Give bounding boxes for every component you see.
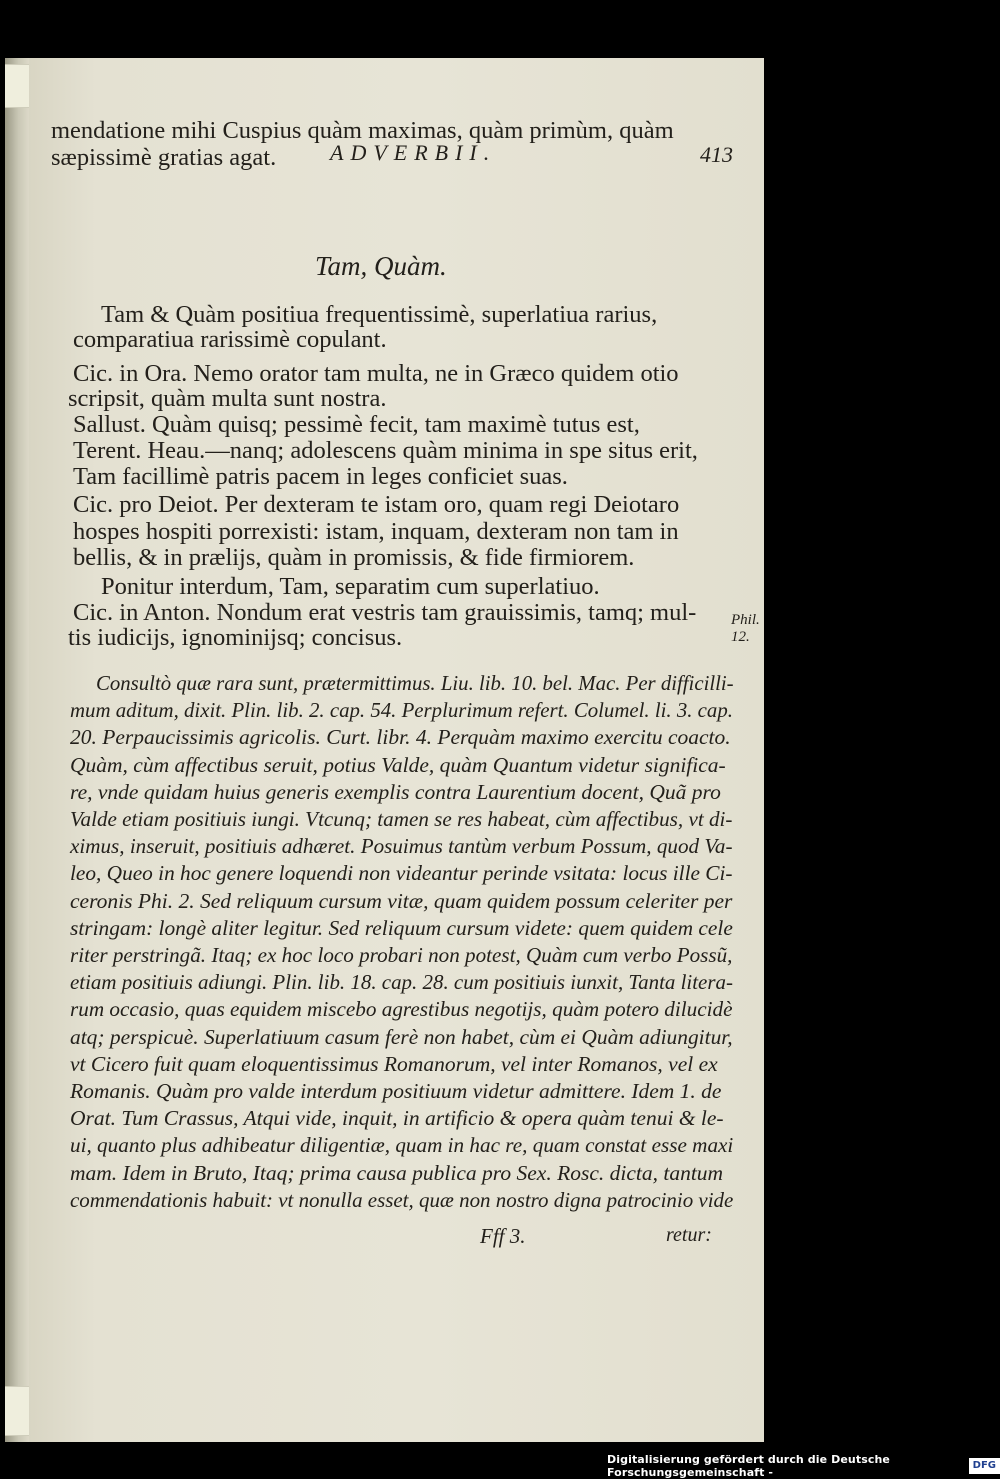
footer-text: Digitalisierung gefördert durch die Deutsche Forschungsgemeinschaft -	[607, 1453, 890, 1479]
book-page	[5, 58, 764, 1442]
text-line: sæpissimè gratias agat.	[51, 144, 277, 171]
italic-line: vt Cicero fuit quam eloquentissimus Romanorum, vel inter Romanos, vel ex	[70, 1052, 718, 1076]
text-line: Terent. Heau.—nanq; adolescens quàm minima in spe situs erit,	[73, 437, 698, 464]
text-line: Cic. in Anton. Nondum erat vestris tam grauissimis, tamq; mul-	[73, 599, 697, 626]
italic-line: commendationis habuit: vt nonulla esset, quæ non nostro digna patrocinio vide	[70, 1188, 734, 1212]
text-line: mendatione mihi Cuspius quàm maximas, quàm primùm, quàm	[51, 117, 674, 144]
signature-mark: Fff 3.	[480, 1224, 526, 1248]
italic-line: Consultò quæ rara sunt, prætermittimus. Liu. lib. 10. bel. Mac. Per difficilli-	[96, 671, 734, 695]
text-line: hospes hospiti porrexisti: istam, inquam, dexteram non tam in	[73, 518, 679, 545]
text-line: comparatiua rarissimè copulant.	[73, 326, 387, 353]
text-line: bellis, & in prælijs, quàm in promissis, & fide firmiorem.	[73, 544, 635, 571]
page-binding-edge	[5, 58, 29, 1442]
italic-line: Romanis. Quàm pro valde interdum positiuum videtur admittere. Idem 1. de	[70, 1079, 722, 1103]
italic-line: Valde etiam positiuis iungi. Vtcunq; tamen se res habeat, cùm affectibus, vt di-	[70, 807, 733, 831]
catchword: retur:	[666, 1224, 712, 1246]
margin-note: Phil. 12.	[731, 612, 760, 645]
italic-line: re, vnde quidam huius generis exemplis contra Laurentium docent, Quã pro	[70, 780, 721, 804]
text-line: Cic. pro Deiot. Per dexteram te istam oro, quam regi Deiotaro	[73, 491, 680, 518]
italic-line: 20. Perpaucissimis agricolis. Curt. libr. 4. Perquàm maximo exercitu coacto.	[70, 725, 731, 749]
italic-line: ceronis Phi. 2. Sed reliquum cursum vitæ, quam quidem possum celeriter per	[70, 889, 733, 913]
text-line: Sallust. Quàm quisq; pessimè fecit, tam maximè tutus est,	[73, 411, 640, 438]
running-head: ADVERBII.	[330, 140, 497, 165]
italic-line: atq; perspicuè. Superlatiuum casum ferè non habet, cùm ei Quàm adiungitur,	[70, 1025, 733, 1049]
italic-line: Orat. Tum Crassus, Atqui vide, inquit, in artificio & opera quàm tenui & le-	[70, 1106, 724, 1130]
text-line: Ponitur interdum, Tam, separatim cum superlatiuo.	[101, 573, 600, 600]
italic-line: riter perstringã. Itaq; ex hoc loco probari non potest, Quàm cum verbo Possũ,	[70, 943, 733, 967]
footer-credit	[607, 1453, 1000, 1479]
text-line: Tam facillimè patris pacem in leges conficiet suas.	[73, 463, 568, 490]
binding-tape-bottom	[5, 1386, 29, 1436]
page-number: 413	[700, 142, 733, 167]
italic-line: leo, Queo in hoc genere loquendi non videantur perinde vsitata: locus ille Ci-	[70, 861, 733, 885]
section-heading: Tam, Quàm.	[315, 251, 447, 281]
italic-line: mam. Idem in Bruto, Itaq; prima causa publica pro Sex. Rosc. dicta, tantum	[70, 1161, 724, 1185]
italic-line: stringam: longè aliter legitur. Sed reliquum cursum videte: quem quidem cele	[70, 916, 733, 940]
dfg-logo: DFG	[969, 1458, 1000, 1474]
italic-line: etiam positiuis adiungi. Plin. lib. 18. cap. 28. cum positiuis iunxit, Tanta litera-	[70, 970, 733, 994]
text-line: scripsit, quàm multa sunt nostra.	[68, 385, 387, 412]
italic-line: Quàm, cùm affectibus seruit, potius Valde, quàm Quantum videtur significa-	[70, 753, 726, 777]
italic-line: mum aditum, dixit. Plin. lib. 2. cap. 54. Perplurimum refert. Columel. li. 3. cap.	[70, 698, 733, 722]
italic-line: rum occasio, quas equidem miscebo agrestibus negotijs, quàm potero dilucidè	[70, 997, 733, 1021]
text-line: Tam & Quàm positiua frequentissimè, superlatiua rarius,	[101, 301, 658, 328]
binding-tape-top	[5, 64, 29, 108]
italic-line: ximus, inseruit, positiuis adhæret. Posuimus tantùm verbum Possum, quod Va-	[70, 834, 733, 858]
text-line: tis iudicijs, ignominijsq; concisus.	[68, 624, 403, 651]
italic-line: ui, quanto plus adhibeatur diligentiæ, quam in hac re, quam constat esse maxi	[70, 1133, 734, 1157]
text-line: Cic. in Ora. Nemo orator tam multa, ne in Græco quidem otio	[73, 360, 679, 387]
